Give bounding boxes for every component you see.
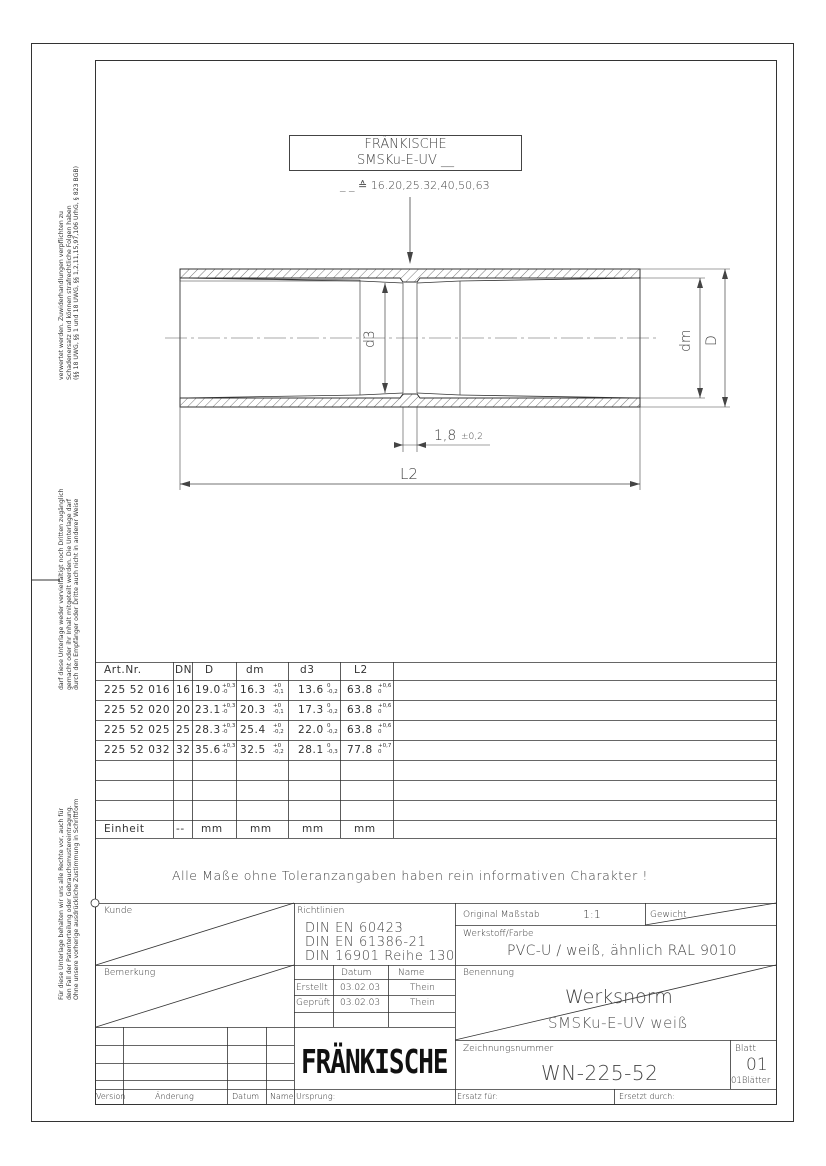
richtlinien-label: Richtlinien bbox=[297, 906, 345, 916]
table-row-dm: 25.4 bbox=[240, 724, 266, 736]
table-row-art: 225 52 016 bbox=[104, 684, 171, 696]
bemerkung-label: Bemerkung bbox=[104, 968, 156, 978]
table-row-dm: 16.3 bbox=[240, 684, 266, 696]
dim-gap-label: 1,8 bbox=[434, 428, 457, 444]
datum-footer-label: Datum bbox=[232, 1092, 260, 1101]
table-row-d3: 13.6 bbox=[298, 684, 324, 696]
table-row-D: 23.1 bbox=[195, 704, 221, 716]
title-product: SMSKu-E-UV weiß bbox=[548, 1014, 689, 1032]
geprueft-label: Geprüft bbox=[296, 998, 331, 1008]
table-row-d3: 22.0 bbox=[298, 724, 324, 736]
table-row-dm-tol: +0 -0,2 bbox=[273, 743, 284, 755]
dim-D-label: D bbox=[704, 335, 720, 346]
werkstoff-value: PVC-U / weiß, ähnlich RAL 9010 bbox=[507, 943, 737, 959]
dim-d3-label: d3 bbox=[362, 330, 378, 348]
th-dn: DN bbox=[175, 664, 193, 676]
unit-label: Einheit bbox=[104, 823, 145, 835]
unit-dn: -- bbox=[176, 823, 185, 835]
table-row-L2: 63.8 bbox=[347, 684, 373, 696]
norm-3: DIN 16901 Reihe 130 bbox=[305, 949, 455, 964]
unit-L2: mm bbox=[354, 823, 376, 835]
table-row-d3-tol: 0 -0,2 bbox=[327, 703, 338, 715]
label-manufacturer: FRÄNKISCHE bbox=[364, 137, 447, 152]
benennung-label: Benennung bbox=[463, 968, 514, 978]
erstellt-label: Erstellt bbox=[296, 983, 328, 993]
gewicht-label: Gewicht bbox=[650, 910, 687, 920]
blatt-number: 01 bbox=[746, 1055, 768, 1075]
unit-dm: mm bbox=[250, 823, 272, 835]
table-row-dm: 32.5 bbox=[240, 744, 266, 756]
dim-L2-label: L2 bbox=[400, 465, 418, 483]
table-row-L2: 63.8 bbox=[347, 704, 373, 716]
table-row-art: 225 52 020 bbox=[104, 704, 171, 716]
geprueft-date: 03.02.03 bbox=[340, 998, 381, 1008]
geprueft-name: Thein bbox=[410, 998, 435, 1008]
table-row-D: 35.6 bbox=[195, 744, 221, 756]
werkstoff-label: Werkstoff/Farbe bbox=[463, 929, 534, 939]
table-row-dn: 25 bbox=[176, 724, 191, 736]
title-werksnorm: Werksnorm bbox=[565, 986, 673, 1008]
label-product: SMSKu-E-UV __ bbox=[357, 153, 454, 168]
ersatz-fuer-label: Ersatz für: bbox=[457, 1092, 499, 1101]
table-row-d3-tol: 0 -0,3 bbox=[327, 743, 338, 755]
dim-gap-tolerance: ±0,2 bbox=[461, 432, 483, 442]
aenderung-label: Änderung bbox=[155, 1092, 194, 1101]
name-footer-label: Name bbox=[270, 1092, 294, 1101]
erstellt-date: 03.02.03 bbox=[340, 983, 381, 993]
scale-value: 1:1 bbox=[583, 908, 601, 921]
table-row-d3-tol: 0 -0,2 bbox=[327, 683, 338, 695]
table-row-L2-tol: +0,6 0 bbox=[378, 683, 392, 695]
table-row-L2-tol: +0,6 0 bbox=[378, 723, 392, 735]
ersetzt-durch-label: Ersetzt durch: bbox=[619, 1092, 675, 1101]
table-row-dm: 20.3 bbox=[240, 704, 266, 716]
table-row-D-tol: +0,3 -0 bbox=[222, 743, 236, 755]
th-art-nr: Art.Nr. bbox=[104, 664, 142, 676]
size-note: _ _ ≙ 16.20,25.32,40,50,63 bbox=[340, 179, 490, 192]
original-massstab-label: Original Maßstab bbox=[463, 910, 540, 920]
ursprung-label: Ursprung: bbox=[296, 1092, 336, 1101]
th-d3: d3 bbox=[300, 664, 315, 676]
th-L2: L2 bbox=[354, 664, 368, 676]
table-row-D: 19.0 bbox=[195, 684, 221, 696]
datum-header: Datum bbox=[341, 968, 372, 978]
th-D: D bbox=[205, 664, 214, 676]
dim-dm-label: dm bbox=[678, 329, 694, 352]
drawing-number: WN-225-52 bbox=[541, 1061, 659, 1085]
blaetter-count: 01Blätter bbox=[731, 1076, 771, 1086]
side-note-1: verwertet werden. Zuwiderhandlungen verpflichten zu Schadenersatz und können strafrechtliche Folgen haben (§§ 18 UWG, §§ 1 und 18 UWG, §§ 1,2,11,15,97,106 UrhG, § 823 BGB) bbox=[58, 165, 81, 380]
table-row-D-tol: +0,3 -0 bbox=[222, 683, 236, 695]
zeichnungsnummer-label: Zeichnungsnummer bbox=[463, 1044, 554, 1054]
table-row-dn: 32 bbox=[176, 744, 191, 756]
franikische-logo: FRÄNKISCHE bbox=[301, 1044, 448, 1082]
tolerance-note: Alle Maße ohne Toleranzangaben haben rein informativen Charakter ! bbox=[172, 868, 648, 883]
table-row-dm-tol: +0 -0,1 bbox=[273, 683, 284, 695]
unit-d3: mm bbox=[302, 823, 324, 835]
table-row-d3: 28.1 bbox=[298, 744, 324, 756]
side-note-2: darf diese Unterlage weder vervielfältigt noch Dritten zugänglich gemacht oder ihr Inhalt mitgeteilt werden. Die Unterlage darf durch den Empfänger oder Dritte auch nicht in anderer Weise bbox=[58, 488, 81, 690]
table-row-L2: 77.8 bbox=[347, 744, 373, 756]
blatt-label: Blatt bbox=[735, 1044, 756, 1054]
table-row-d3-tol: 0 -0,2 bbox=[327, 723, 338, 735]
version-label: Version bbox=[96, 1092, 126, 1101]
table-row-dm-tol: +0 -0,1 bbox=[273, 703, 284, 715]
table-row-L2: 63.8 bbox=[347, 724, 373, 736]
erstellt-name: Thein bbox=[410, 983, 435, 993]
table-row-L2-tol: +0,7 0 bbox=[378, 743, 392, 755]
name-header: Name bbox=[398, 968, 425, 978]
table-row-D-tol: +0,3 -0 bbox=[222, 723, 236, 735]
table-row-D-tol: +0,3 -0 bbox=[222, 703, 236, 715]
norm-1: DIN EN 60423 bbox=[305, 921, 404, 936]
unit-D: mm bbox=[201, 823, 223, 835]
side-note-3: Für diese Unterlage behalten wir uns alle Rechte vor, auch für den Fall der Patenterteilung oder Gebrauchsmustereintragung. Ohne unsere vorherige ausdrückliche Zustimmung in Schriftform bbox=[58, 798, 81, 1000]
table-row-D: 28.3 bbox=[195, 724, 221, 736]
table-row-L2-tol: +0,6 0 bbox=[378, 703, 392, 715]
table-row-art: 225 52 025 bbox=[104, 724, 171, 736]
kunde-label: Kunde bbox=[104, 906, 133, 916]
table-row-dn: 20 bbox=[176, 704, 191, 716]
table-row-dm-tol: +0 -0,2 bbox=[273, 723, 284, 735]
table-row-dn: 16 bbox=[176, 684, 191, 696]
norm-2: DIN EN 61386-21 bbox=[305, 935, 427, 950]
table-row-art: 225 52 032 bbox=[104, 744, 171, 756]
table-row-d3: 17.3 bbox=[298, 704, 324, 716]
th-dm: dm bbox=[246, 664, 265, 676]
